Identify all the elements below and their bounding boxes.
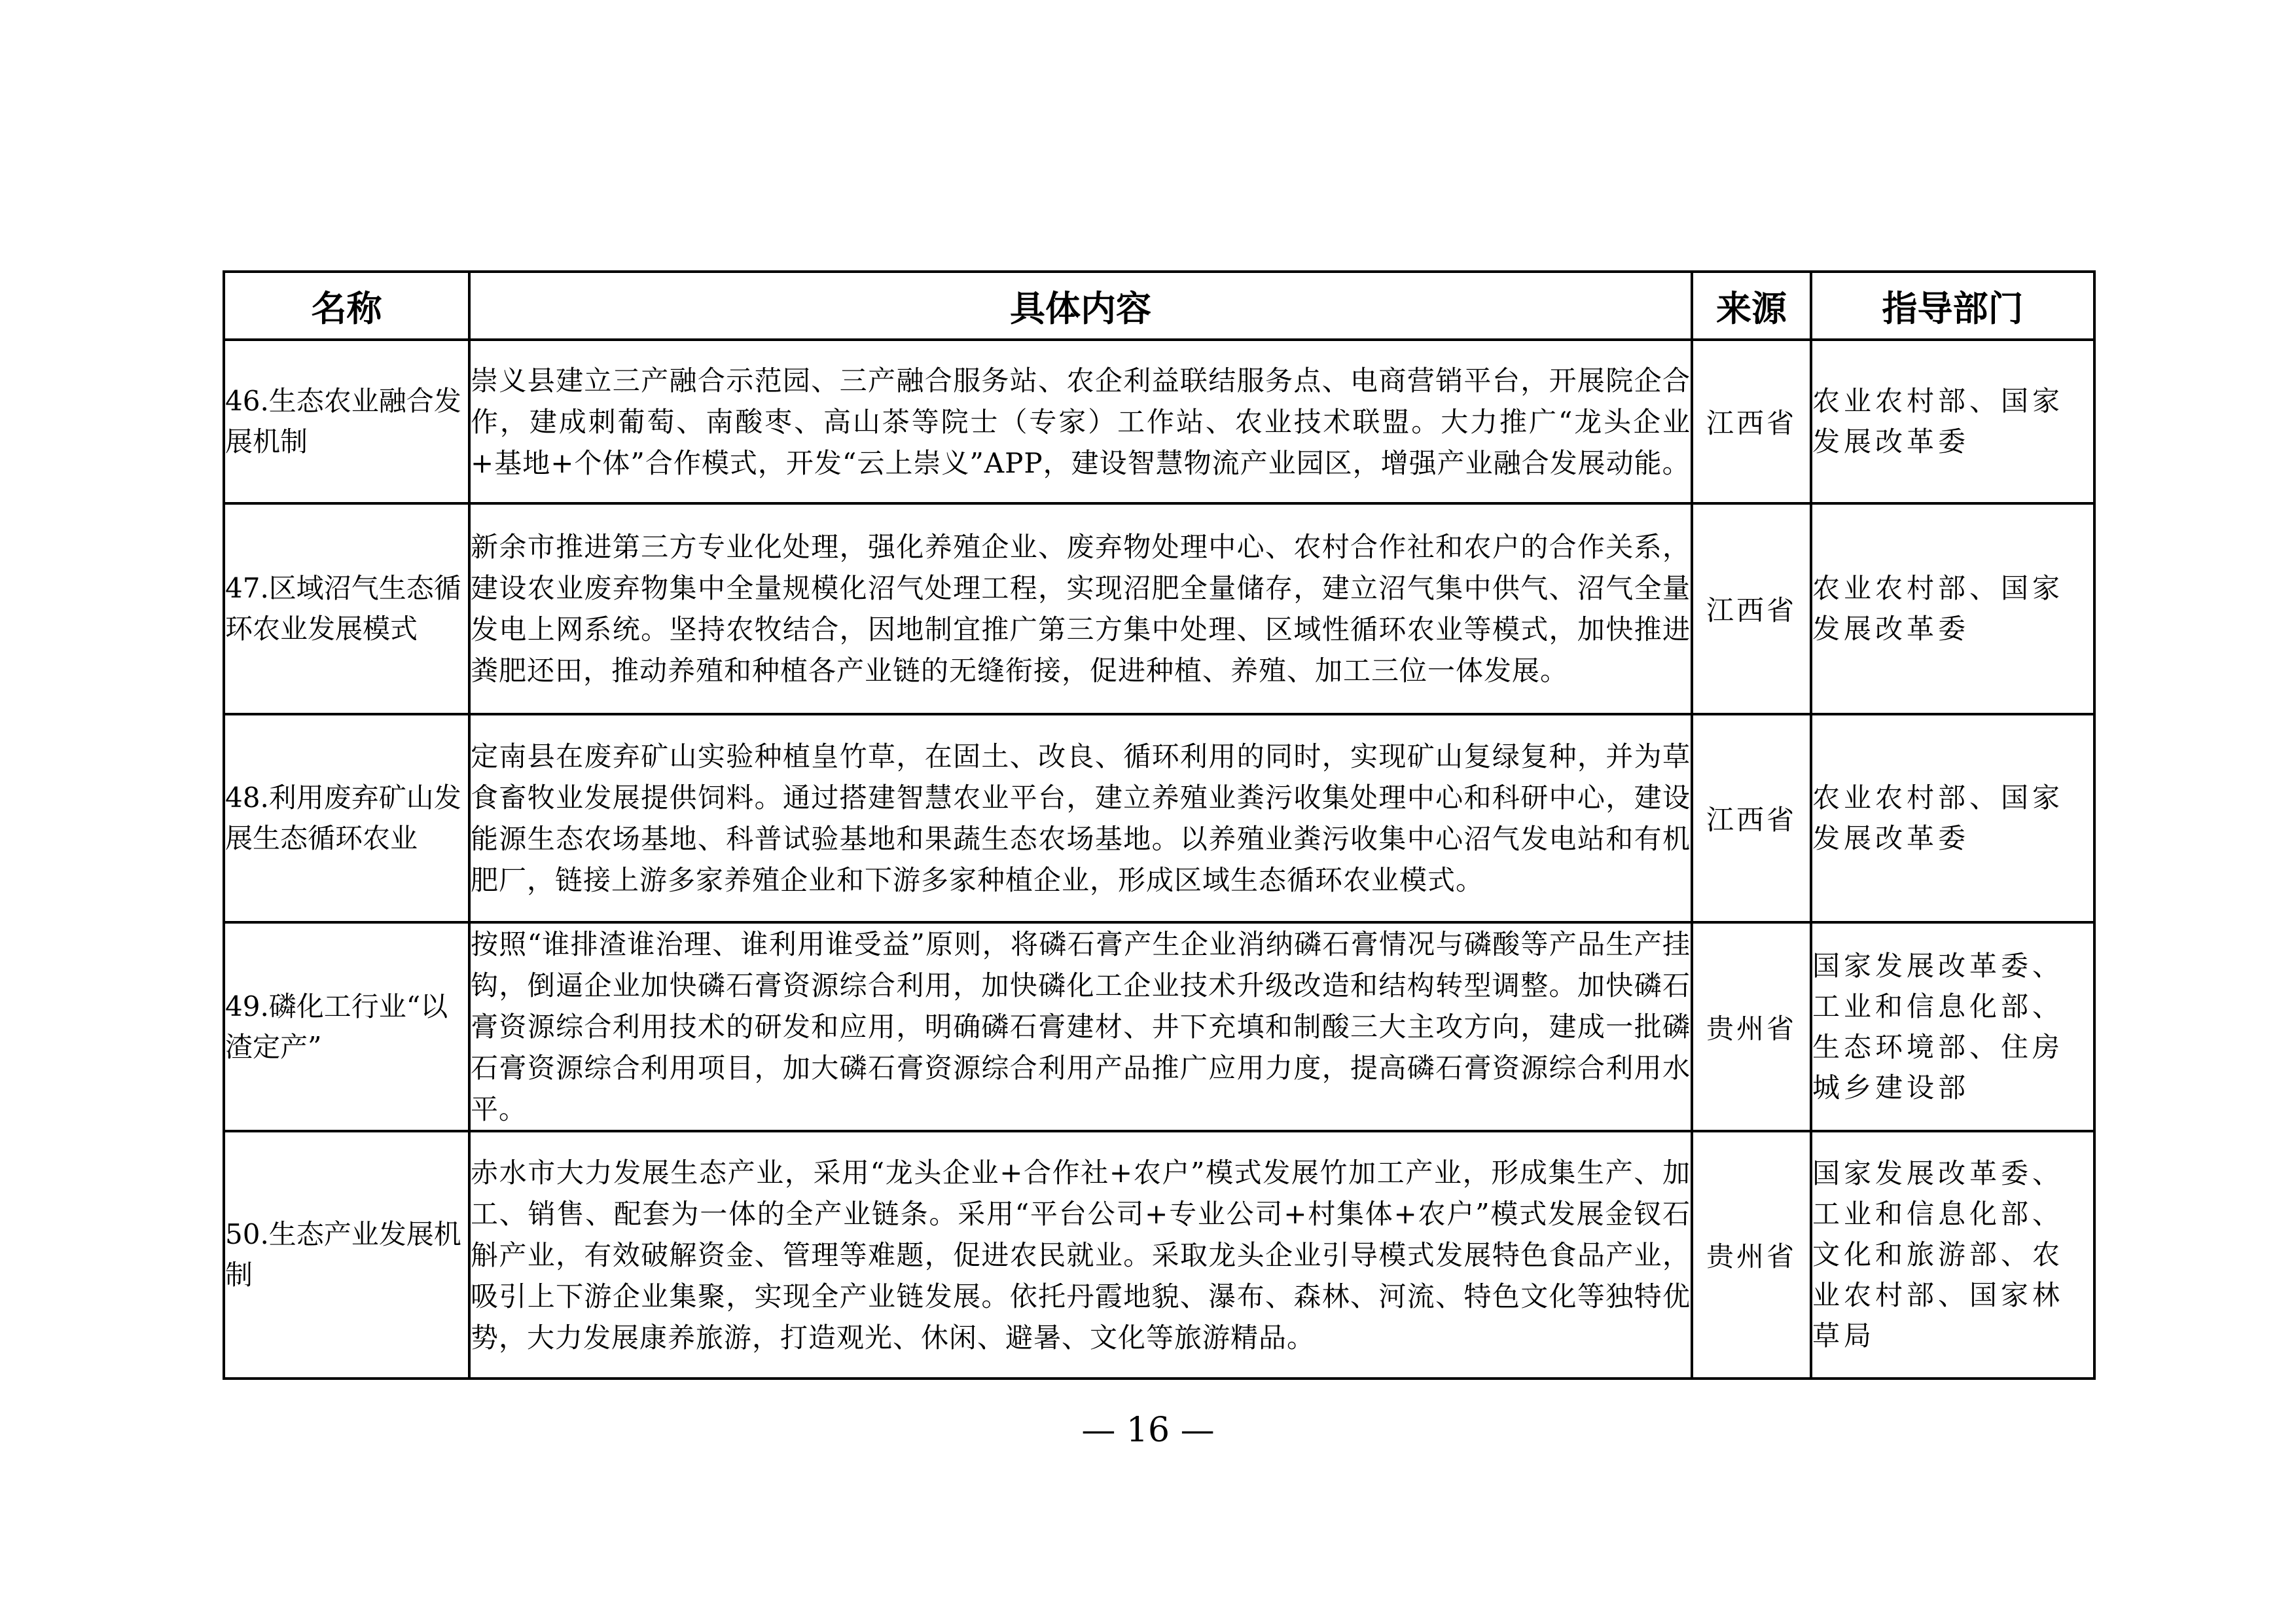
row-content: 按照“谁排渣谁治理、谁利用谁受益”原则，将磷石膏产生企业消纳磷石膏情况与磷酸等产品生产挂钩，倒逼企业加快磷石膏资源综合利用，加快磷化工企业技术升级改造和结构转型调整。加快磷石膏资源综合利用技术的研发和应用，明确磷石膏建材、井下充填和制酸三大主攻方向，建成一批磷石膏资源综合利用项目，加大磷石膏资源综合利用产品推广应用力度，提高磷石膏资源综合利用水平。 — [469, 922, 1692, 1131]
row-name: 47.区域沼气生态循环农业发展模式 — [224, 503, 469, 714]
row-name: 49.磷化工行业“以渣定产” — [224, 922, 469, 1131]
row-source: 江西省 — [1692, 714, 1811, 922]
row-source: 江西省 — [1692, 503, 1811, 714]
row-content: 新余市推进第三方专业化处理，强化养殖企业、废弃物处理中心、农村合作社和农户的合作关系，建设农业废弃物集中全量规模化沼气处理工程，实现沼肥全量储存，建立沼气集中供气、沼气全量发电上网系统。坚持农牧结合，因地制宜推广第三方集中处理、区域性循环农业等模式，加快推进粪肥还田，推动养殖和种植各产业链的无缝衔接，促进种植、养殖、加工三位一体发展。 — [469, 503, 1692, 714]
header-name: 名称 — [224, 272, 469, 340]
row-content: 定南县在废弃矿山实验种植皇竹草，在固土、改良、循环利用的同时，实现矿山复绿复种，并为草食畜牧业发展提供饲料。通过搭建智慧农业平台，建立养殖业粪污收集处理中心和科研中心，建设能源生态农场基地、科普试验基地和果蔬生态农场基地。以养殖业粪污收集中心沼气发电站和有机肥厂，链接上游多家养殖企业和下游多家种植企业，形成区域生态循环农业模式。 — [469, 714, 1692, 922]
table-row — [224, 922, 2094, 1131]
row-source: 贵州省 — [1692, 922, 1811, 1131]
row-dept: 农业农村部、国家发展改革委 — [1811, 503, 2094, 714]
table-row — [224, 1131, 2094, 1379]
row-content: 崇义县建立三产融合示范园、三产融合服务站、农企利益联结服务点、电商营销平台，开展院企合作，建成刺葡萄、南酸枣、高山茶等院士（专家）工作站、农业技术联盟。大力推广“龙头企业+基地+个体”合作模式，开发“云上崇义”APP，建设智慧物流产业园区，增强产业融合发展动能。 — [469, 340, 1692, 503]
row-name: 50.生态产业发展机制 — [224, 1131, 469, 1379]
table-row — [224, 340, 2094, 503]
row-source: 江西省 — [1692, 340, 1811, 503]
row-source: 贵州省 — [1692, 1131, 1811, 1379]
row-dept: 农业农村部、国家发展改革委 — [1811, 340, 2094, 503]
row-dept: 农业农村部、国家发展改革委 — [1811, 714, 2094, 922]
row-content: 赤水市大力发展生态产业，采用“龙头企业+合作社+农户”模式发展竹加工产业，形成集生产、加工、销售、配套为一体的全产业链条。采用“平台公司+专业公司+村集体+农户”模式发展金钗石斛产业，有效破解资金、管理等难题，促进农民就业。采取龙头企业引导模式发展特色食品产业，吸引上下游企业集聚，实现全产业链发展。依托丹霞地貌、瀑布、森林、河流、特色文化等独特优势，大力发展康养旅游，打造观光、休闲、避暑、文化等旅游精品。 — [469, 1131, 1692, 1379]
row-name: 48.利用废弃矿山发展生态循环农业 — [224, 714, 469, 922]
page-number: — 16 — — [1081, 1411, 1215, 1450]
header-content: 具体内容 — [469, 272, 1692, 340]
header-source: 来源 — [1692, 272, 1811, 340]
table-row — [224, 503, 2094, 714]
row-dept: 国家发展改革委、工业和信息化部、文化和旅游部、农业农村部、国家林草局 — [1811, 1131, 2094, 1379]
row-name: 46.生态农业融合发展机制 — [224, 340, 469, 503]
policy-table — [223, 270, 2096, 1380]
row-dept: 国家发展改革委、工业和信息化部、生态环境部、住房城乡建设部 — [1811, 922, 2094, 1131]
table-header-row — [224, 272, 2094, 340]
table-row — [224, 714, 2094, 922]
header-dept: 指导部门 — [1811, 272, 2094, 340]
